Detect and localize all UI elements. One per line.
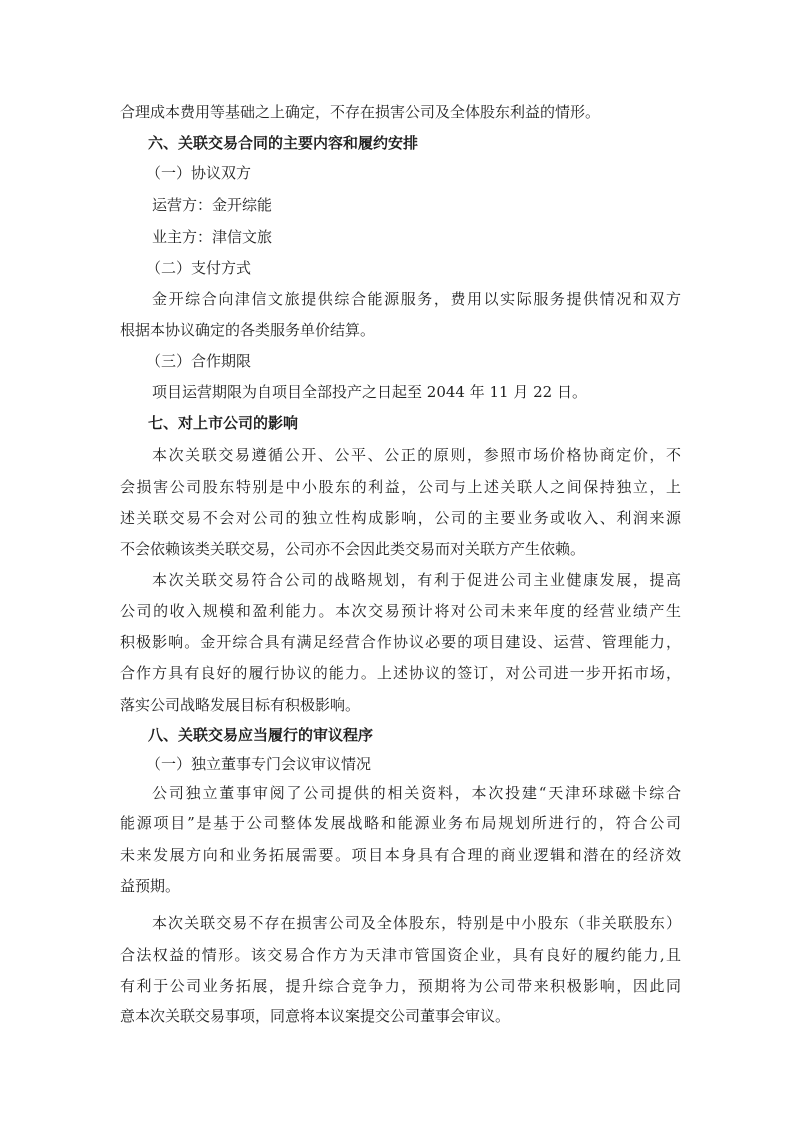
paragraph-line: 能源项目”是基于公司整体发展战略和能源业务布局规划所进行的，符合公司 [120, 814, 681, 832]
section-heading: 七、对上市公司的影响 [148, 414, 299, 432]
subsection-heading: （一）独立董事专门会议审议情况 [146, 755, 372, 773]
paragraph-line: 益预期。 [120, 877, 181, 895]
paragraph-line: 公司的收入规模和盈利能力。本次交易预计将对公司未来年度的经营业绩产生 [120, 602, 681, 620]
paragraph-line: 金开综合向津信文旅提供综合能源服务，费用以实际服务提供情况和双方 [152, 290, 681, 308]
subsection-heading: （三）合作期限 [146, 352, 252, 370]
paragraph-line: 落实公司战略发展目标有积极影响。 [120, 696, 361, 714]
section-heading: 八、关联交易应当履行的审议程序 [148, 726, 374, 744]
paragraph-line: 公司独立董事审阅了公司提供的相关资料，本次投建“天津环球磁卡综合 [152, 784, 681, 802]
paragraph-line: 项目运营期限为自项目全部投产之日起至 2044 年 11 月 22 日。 [152, 383, 587, 401]
paragraph-line: 本次关联交易遵循公开、公平、公正的原则，参照市场价格协商定价，不 [152, 446, 681, 464]
paragraph-line: 根据本协议确定的各类服务单价结算。 [120, 321, 376, 339]
paragraph-line: 业主方：津信文旅 [152, 228, 273, 246]
paragraph-line: 本次关联交易不存在损害公司及全体股东，特别是中小股东（非关联股东） [152, 914, 681, 932]
paragraph-line: 未来发展方向和业务拓展需要。项目本身具有合理的商业逻辑和潜在的经济效 [120, 846, 681, 864]
paragraph-line: 述关联交易不会对公司的独立性构成影响，公司的主要业务或收入、利润来源 [120, 509, 681, 527]
paragraph-line: 会损害公司股东特别是中小股东的利益，公司与上述关联人之间保持独立，上 [120, 478, 681, 496]
paragraph-line: 不会依赖该类关联交易，公司亦不会因此类交易而对关联方产生依赖。 [120, 540, 586, 558]
paragraph-line: 积极影响。金开综合具有满足经营合作协议必要的项目建设、运营、管理能力， [120, 633, 681, 651]
paragraph-line: 合作方具有良好的履行协议的能力。上述协议的签订，对公司进一步开拓市场， [120, 664, 681, 682]
paragraph-line: 有利于公司业务拓展，提升综合竞争力，预期将为公司带来积极影响，因此同 [120, 977, 681, 995]
paragraph-line: 运营方：金开综能 [152, 196, 273, 214]
subsection-heading: （二）支付方式 [146, 259, 252, 277]
paragraph-line: 合法权益的情形。该交易合作方为天津市管国资企业，具有良好的履约能力,且 [120, 946, 681, 964]
paragraph-line: 合理成本费用等基础之上确定，不存在损害公司及全体股东利益的情形。 [120, 103, 601, 121]
section-heading: 六、关联交易合同的主要内容和履约安排 [148, 134, 419, 152]
paragraph-line: 本次关联交易符合公司的战略规划，有利于促进公司主业健康发展，提高 [152, 571, 681, 589]
paragraph-line: 意本次关联交易事项，同意将本议案提交公司董事会审议。 [120, 1007, 511, 1025]
subsection-heading: （一）协议双方 [146, 164, 252, 182]
